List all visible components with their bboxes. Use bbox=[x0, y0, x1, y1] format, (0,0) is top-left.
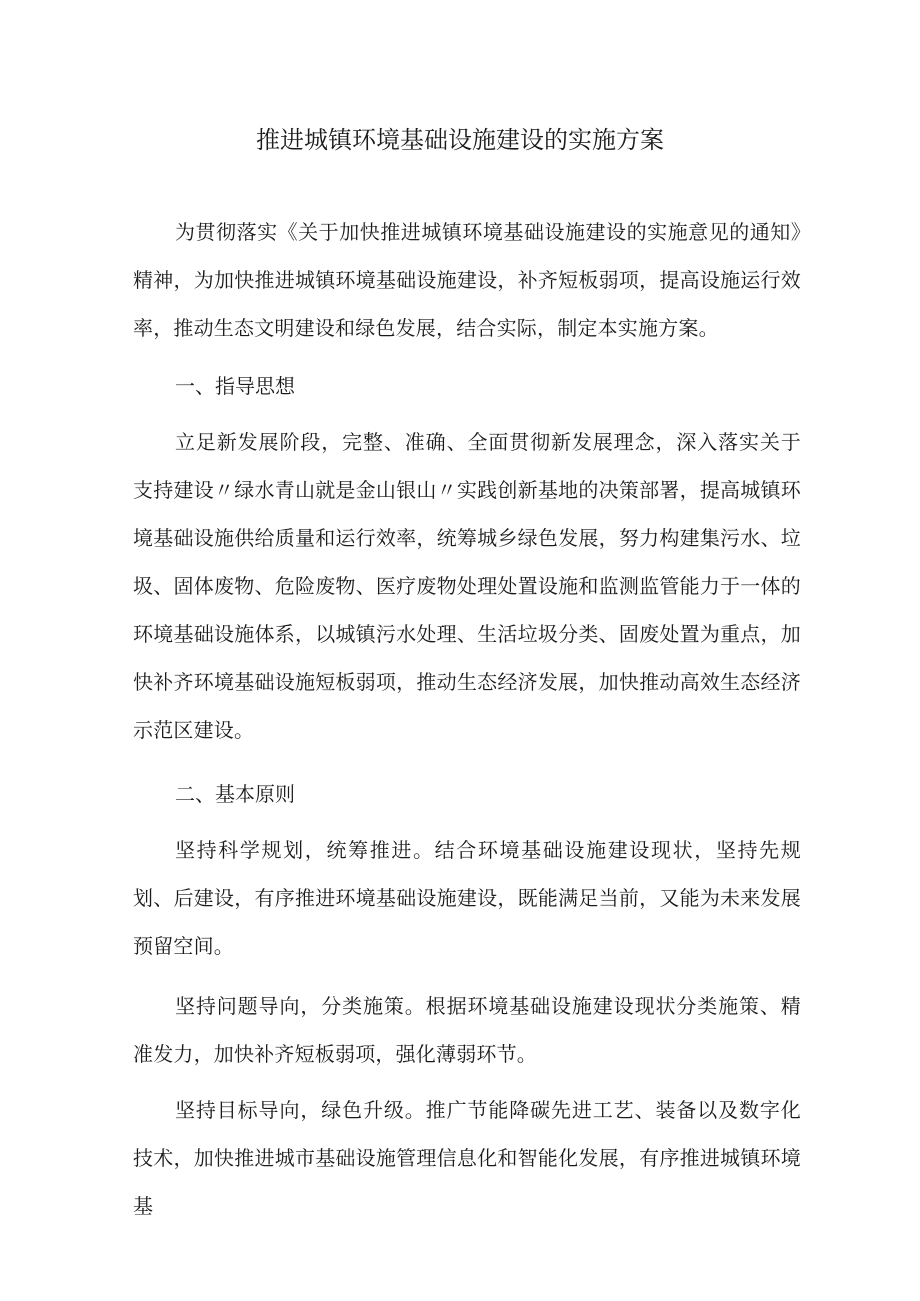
section-heading-guiding-ideology: 一、指导思想 bbox=[175, 374, 295, 398]
principle-paragraph-planning: 坚持科学规划，统筹推进。结合环境基础设施建设现状，坚持先规划、后建设，有序推进环境基础设施建设，既能满足当前，又能为未来发展预留空间。 bbox=[133, 838, 801, 958]
guiding-ideology-paragraph: 立足新发展阶段，完整、准确、全面贯彻新发展理念，深入落实关于支持建设〃绿水青山就是金山银山〃实践创新基地的决策部署，提高城镇环境基础设施供给质量和运行效率，统筹城乡绿色发展，努力构建集污水、垃圾、固体废物、危险废物、医疗废物处理处置设施和监测监管能力于一体的环境基础设施体系，以城镇污水处理、生活垃圾分类、固废处置为重点，加快补齐环境基础设施短板弱项，推动生态经济发展，加快推动高效生态经济示范区建设。 bbox=[133, 430, 801, 742]
principle-paragraph-problem-oriented: 坚持问题导向，分类施策。根据环境基础设施建设现状分类施策、精准发力，加快补齐短板弱项，强化薄弱环节。 bbox=[133, 994, 801, 1066]
intro-paragraph: 为贯彻落实《关于加快推进城镇环境基础设施建设的实施意见的通知》精神，为加快推进城镇环境基础设施建设，补齐短板弱项，提高设施运行效率，推动生态文明建设和绿色发展，结合实际，制定本实施方案。 bbox=[133, 220, 801, 340]
section-heading-basic-principles: 二、基本原则 bbox=[175, 782, 295, 806]
principle-paragraph-goal-oriented: 坚持目标导向，绿色升级。推广节能降碳先进工艺、装备以及数字化技术，加快推进城市基础设施管理信息化和智能化发展，有序推进城镇环境基 bbox=[133, 1098, 801, 1218]
document-title: 推进城镇环境基础设施建设的实施方案 bbox=[256, 126, 664, 154]
